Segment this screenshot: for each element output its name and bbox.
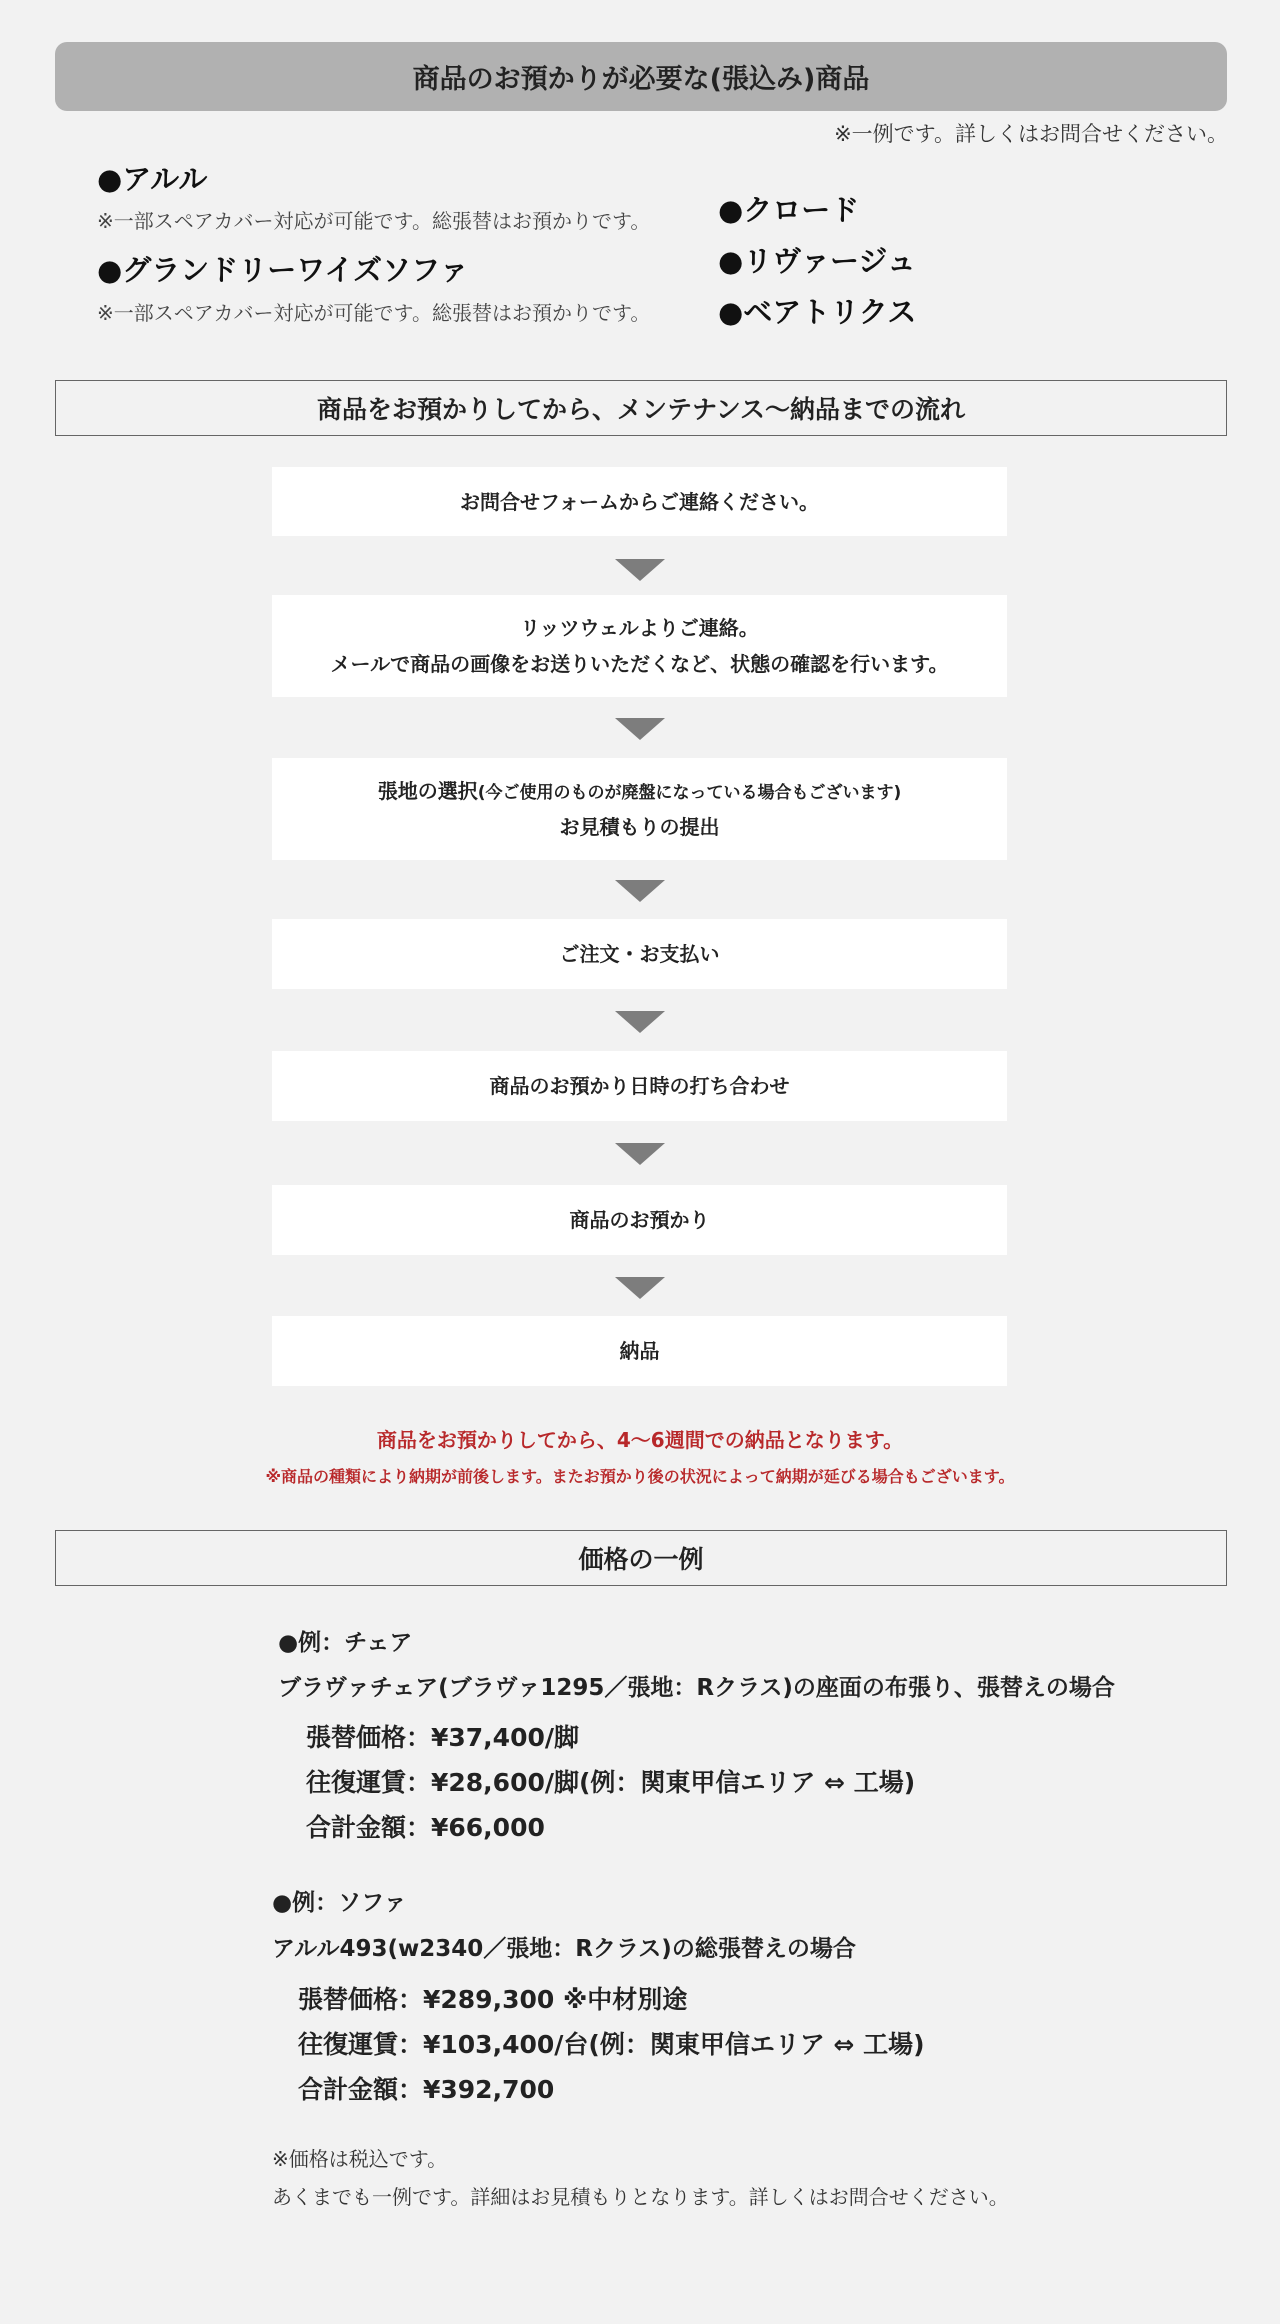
- example-sofa-desc: アルル493(w2340／張地：Rクラス)の総張替えの場合: [272, 1936, 856, 1962]
- product-arle-note: ※一部スペアカバー対応が可能です。総張替はお預かりです。: [97, 209, 651, 233]
- flow-step-6-text: 商品のお預かり: [569, 1208, 710, 1232]
- flow-step-4-text: ご注文・お支払い: [559, 942, 720, 966]
- flow-arrow-down-icon: [615, 1143, 665, 1165]
- flow-arrow-down-icon: [615, 1011, 665, 1033]
- example-sofa-label: ●例：ソファ: [272, 1890, 407, 1916]
- flow-step-3-fabric-selection: 張地の選択: [377, 779, 478, 803]
- product-beatrix: ●ベアトリクス: [718, 295, 917, 329]
- flow-arrow-down-icon: [615, 880, 665, 902]
- flow-arrow-down-icon: [615, 1277, 665, 1299]
- flow-step-5: [272, 1051, 1007, 1121]
- product-grandly-wise-sofa: ●グランドリーワイズソファ: [97, 253, 469, 287]
- page-title-banner: [55, 42, 1227, 111]
- example-sofa-reupholster-price: 張替価格：¥289,300 ※中材別途: [298, 1985, 688, 2014]
- lead-time-note: ※商品の種類により納期が前後します。またお預かり後の状況によって納期が延びる場合もございます。: [265, 1467, 1015, 1486]
- flow-arrow-down-icon: [615, 559, 665, 581]
- price-section-header: [55, 1530, 1227, 1586]
- flow-step-1-text: お問合せフォームからご連絡ください。: [460, 489, 819, 514]
- flow-step-3-line1: [378, 773, 902, 809]
- flow-step-4: [272, 919, 1007, 989]
- flow-arrow-down-icon: [615, 718, 665, 740]
- example-chair-desc: ブラヴァチェア(ブラヴァ1295／張地：Rクラス)の座面の布張り、張替えの場合: [278, 1675, 1115, 1701]
- example-chair-label: ●例：チェア: [278, 1630, 413, 1656]
- flow-step-5-text: 商品のお預かり日時の打ち合わせ: [489, 1074, 790, 1098]
- product-arle: ●アルル: [97, 162, 208, 196]
- example-chair-reupholster-price: 張替価格：¥37,400/脚: [306, 1723, 579, 1752]
- product-claude: ●クロード: [718, 193, 860, 227]
- flow-section-title: 商品をお預かりしてから、メンテナンス〜納品までの流れ: [316, 395, 965, 424]
- lead-time-text: 商品をお預かりしてから、4〜6週間での納品となります。: [376, 1428, 904, 1452]
- price-section-title: 価格の一例: [578, 1545, 704, 1574]
- example-sofa-total: 合計金額：¥392,700: [298, 2075, 555, 2104]
- example-sofa-shipping: 往復運賃：¥103,400/台(例：関東甲信エリア ⇔ 工場): [298, 2030, 925, 2059]
- example-chair-total: 合計金額：¥66,000: [306, 1813, 545, 1842]
- flow-step-6: [272, 1185, 1007, 1255]
- price-footnote-tax: ※価格は税込です。: [272, 2147, 448, 2171]
- flow-step-7-text: 納品: [619, 1339, 660, 1363]
- flow-step-2: [272, 595, 1007, 697]
- page-title: 商品のお預かりが必要な(張込み)商品: [412, 64, 870, 95]
- flow-step-1: [272, 467, 1007, 536]
- flow-step-2-line2: メールで商品の画像をお送りいただくなど、状態の確認を行います。: [330, 652, 949, 676]
- product-grandly-wise-sofa-note: ※一部スペアカバー対応が可能です。総張替はお預かりです。: [97, 301, 651, 325]
- product-rivage: ●リヴァージュ: [718, 244, 916, 278]
- header-note: ※一例です。詳しくはお問合せください。: [834, 122, 1228, 146]
- flow-step-3: [272, 758, 1007, 860]
- flow-step-3-line2: お見積もりの提出: [559, 815, 720, 839]
- flow-step-7: [272, 1316, 1007, 1386]
- flow-step-2-line1: リッツウェルよりご連絡。: [520, 616, 759, 640]
- price-footnote-estimate: あくまでも一例です。詳細はお見積もりとなります。詳しくはお問合せください。: [272, 2185, 1009, 2209]
- flow-section-header: [55, 380, 1227, 436]
- flow-step-3-note: (今ご使用のものが廃盤になっている場合もございます): [477, 783, 902, 803]
- example-chair-shipping: 往復運賃：¥28,600/脚(例：関東甲信エリア ⇔ 工場): [306, 1768, 916, 1797]
